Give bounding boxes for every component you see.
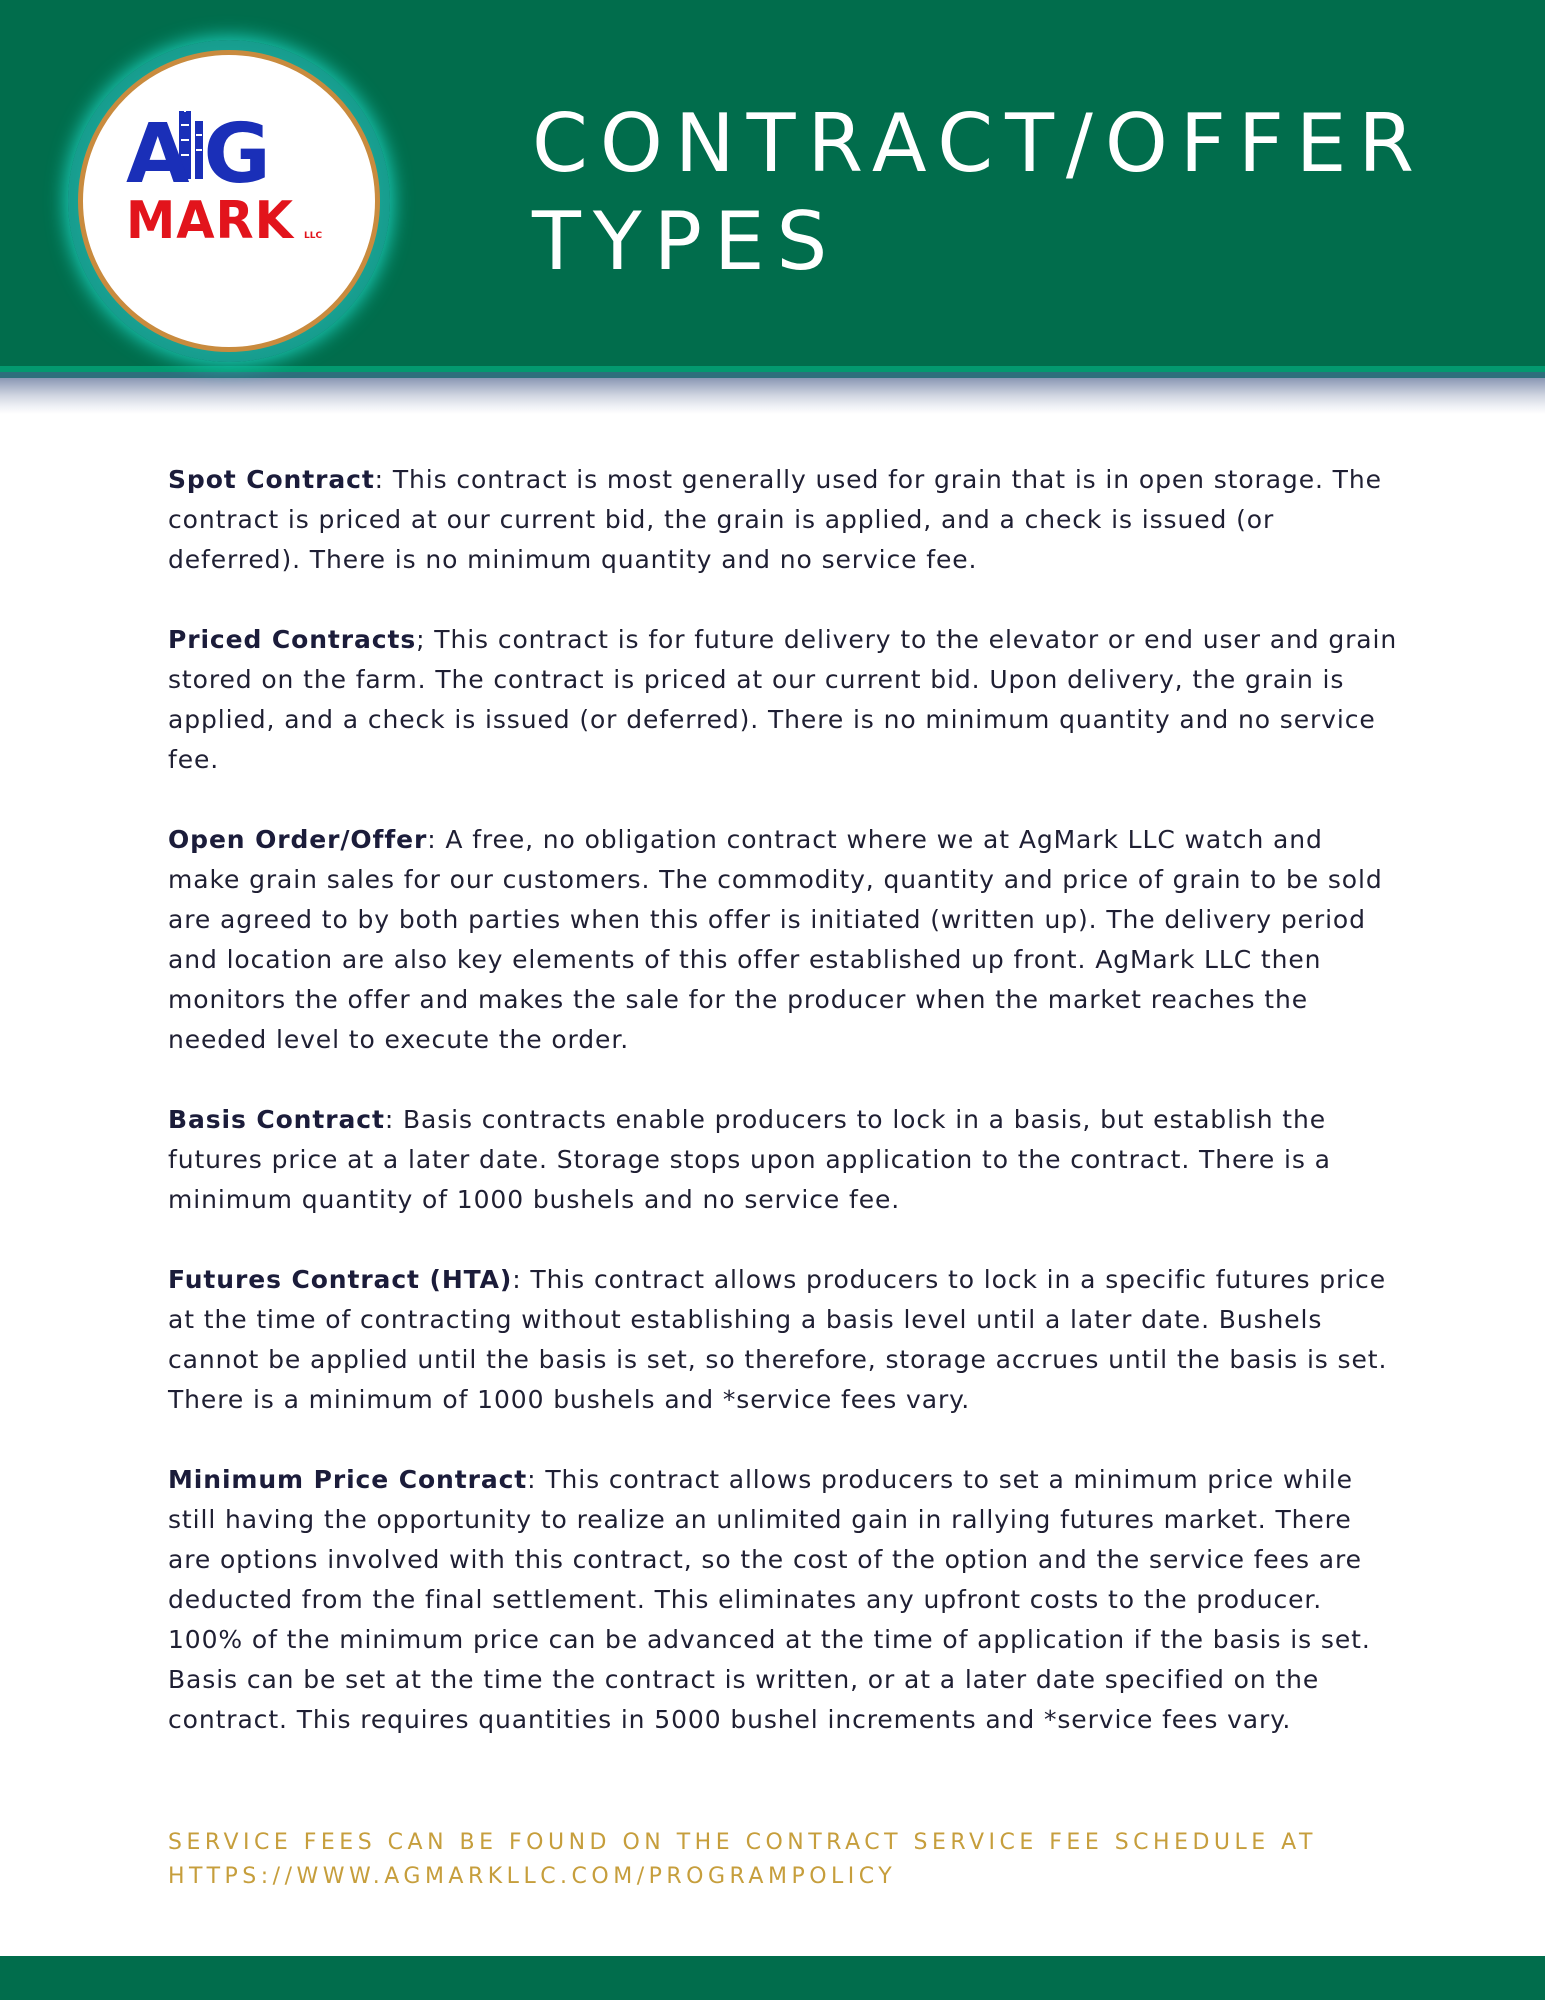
- section-term: Futures Contract (HTA): [168, 1265, 513, 1294]
- section-body: A free, no obligation contract where we at AgMark LLC watch and make grain sales for our customers. The commodity, quantity and price of grain to be sold are agreed to by both parties when this offer is initiated (written up). The delivery period and location are also key elements of this offer established up front. AgMark LLC then monitors the offer and makes the sale for the producer when the market reaches the needed level to execute the order.: [168, 825, 1383, 1054]
- logo-top-text: AG: [126, 107, 285, 202]
- service-fees-note: SERVICE FEES CAN BE FOUND ON THE CONTRACT SERVICE FEE SCHEDULE AT HTTPS://WWW.AGMARKLLC.COM/PROGRAMPOLICY: [168, 1830, 1317, 1889]
- section-body: This contract is for future delivery to the elevator or end user and grain stored on the farm. The contract is priced at our current bid. Upon delivery, the grain is applied, and a check is issued (or deferred). There is no minimum quantity and no service fee.: [168, 625, 1398, 774]
- logo-bottom-text: MARK: [126, 191, 295, 250]
- footer-band: [0, 1956, 1545, 2000]
- logo-suffix-text: LLC: [304, 231, 323, 241]
- section-term: Spot Contract: [168, 465, 375, 494]
- section-basis-contract: [168, 1100, 1398, 1220]
- page-title-line-1: CONTRACT/OFFER: [532, 97, 1427, 190]
- section-separator: :: [384, 1105, 395, 1134]
- section-separator: :: [512, 1265, 522, 1294]
- section-minimum-price-contract: [168, 1460, 1398, 1740]
- section-separator: :: [374, 465, 384, 494]
- section-body: Basis contracts enable producers to lock in a basis, but establish the futures price at a later date. Storage stops upon application to the contract. There is a minimum quantity of 1000 bushels and no service fee.: [168, 1105, 1331, 1214]
- agmark-logo: [126, 100, 336, 250]
- section-spot-contract: [168, 460, 1398, 580]
- section-body: This contract allows producers to lock in a specific futures price at the time of contracting without establishing a basis level until a later date. Bushels cannot be applied until the basis is set, so therefore, storage accrues until the basis is set. There is a minimum of 1000 bushels and *service fees vary.: [168, 1265, 1388, 1414]
- section-term: Minimum Price Contract: [168, 1465, 528, 1494]
- header-divider: [0, 366, 1545, 414]
- section-term: Open Order/Offer: [168, 825, 428, 854]
- section-open-order-offer: [168, 820, 1398, 1060]
- section-separator: ;: [416, 625, 426, 654]
- section-futures-contract-hta: [168, 1260, 1398, 1420]
- section-priced-contracts: [168, 620, 1398, 780]
- section-body: This contract is most generally used for grain that is in open storage. The contract is priced at our current bid, the grain is applied, and a check is issued (or deferred). There is no minimum quantity and no service fee.: [168, 465, 1382, 574]
- contract-types-list: [168, 460, 1398, 1780]
- page-title-line-2: TYPES: [532, 195, 840, 288]
- section-separator: :: [527, 1465, 537, 1494]
- section-term: Basis Contract: [168, 1105, 385, 1134]
- section-term: Priced Contracts: [168, 625, 417, 654]
- section-body: This contract allows producers to set a minimum price while still having the opportunity to realize an unlimited gain in rallying futures market. There are options involved with this contract, so the cost of the option and the service fees are deducted from the final settlement. This eliminates any upfront costs to the producer. 100% of the minimum price can be advanced at the time of application if the basis is set. Basis can be set at the time the contract is written, or at a later date specified on the contract. This requires quantities in 5000 bushel increments and *service fees vary.: [168, 1465, 1371, 1734]
- section-separator: :: [427, 825, 437, 854]
